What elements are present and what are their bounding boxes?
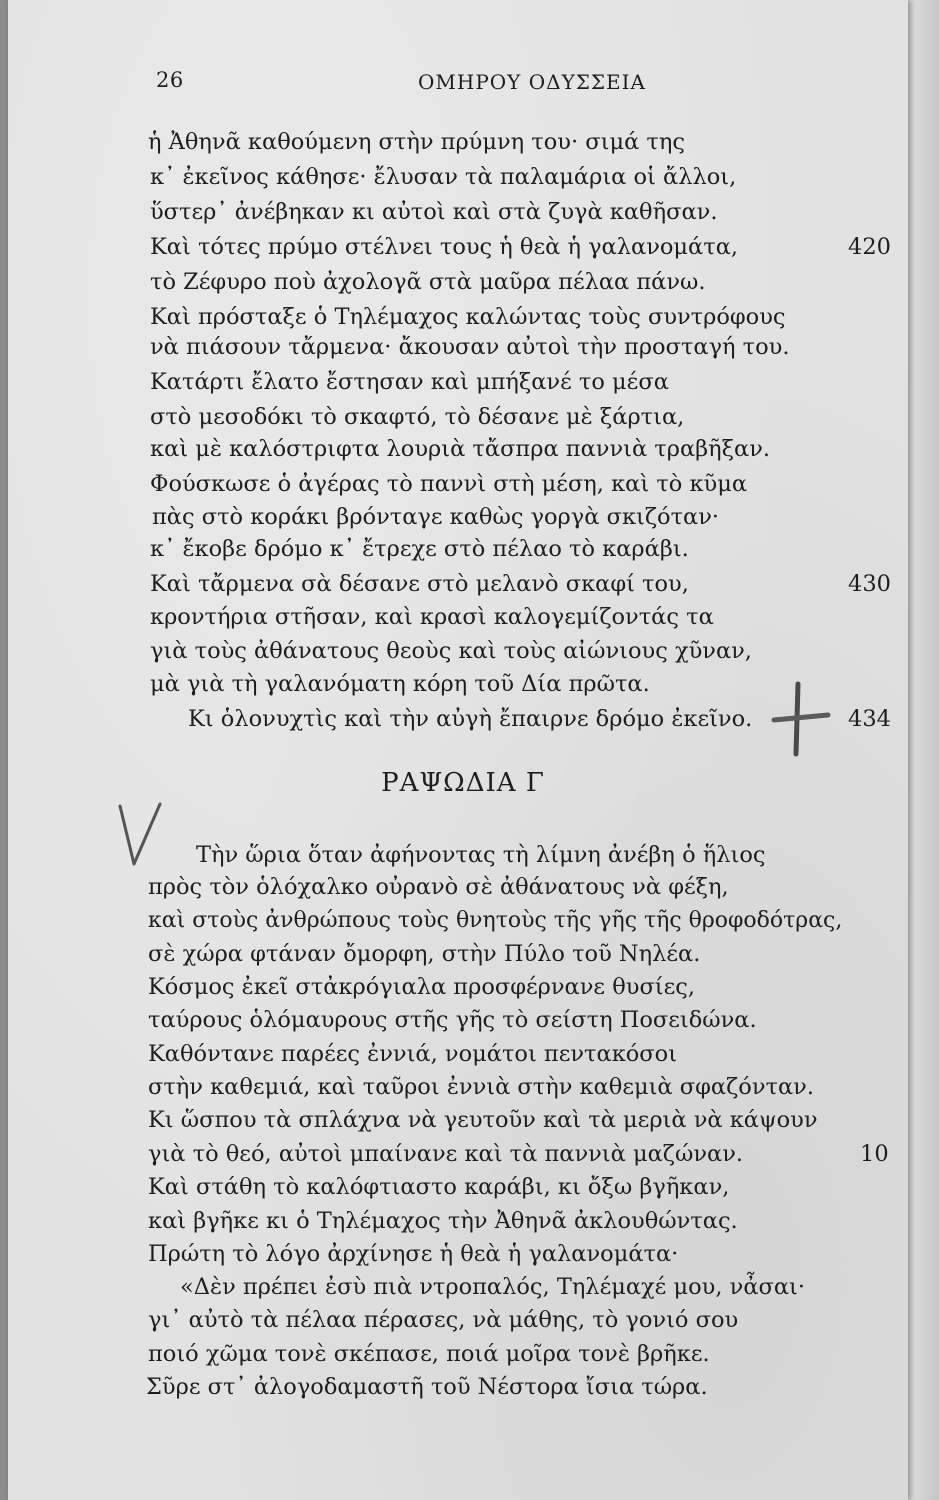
verse-line: Φούσκωσε ὁ ἀγέρας τὸ παννὶ στὴ μέση, καὶ τὸ κῦμα [150,471,748,497]
verse-line: Κι ὥσπου τὰ σπλάχνα νὰ γευτοῦν καὶ τὰ μεριὰ νὰ κάψουν [148,1107,818,1133]
verse-line: Κι ὁλονυχτὶς καὶ τὴν αὐγὴ ἔπαιρνε δρόμο ἐκεῖνο. [188,706,753,732]
verse-line: σὲ χώρα φτάναν ὄμορφη, στὴν Πύλο τοῦ Νηλέα. [148,941,701,967]
verse-line: κ᾽ ἐκεῖνος κάθησε· ἔλυσαν τὰ παλαμάρια οἱ ἄλλοι, [150,164,737,190]
verse-line: νὰ πιάσουν τἄρμενα· ἄκουσαν αὐτοὶ τὴν προσταγή του. [150,334,790,360]
verse-line: Τὴν ὥρια ὅταν ἀφήνοντας τὴ λίμνη ἀνέβη ὁ ἥλιος [196,842,766,868]
verse-line: στὴν καθεμιά, καὶ ταῦροι ἐννιὰ στὴν καθεμιὰ σφαζόνταν. [148,1074,814,1100]
verse-line: Καὶ πρόσταξε ὁ Τηλέμαχος καλώντας τοὺς συντρόφους [150,304,786,330]
verse-line: Σῦρε στ᾽ ἀλογοδαμαστῆ τοῦ Νέστορα ἴσια τώρα. [146,1374,708,1400]
verse-line: «Δὲν πρέπει ἐσὺ πιὰ ντροπαλός, Τηλέμαχέ μου, νἆσαι· [180,1274,806,1300]
verse-line: στὸ μεσοδόκι τὸ σκαφτό, τὸ δέσανε μὲ ξάρτια, [150,404,685,430]
page-number: 26 [156,68,184,92]
verse-line: ὕστερ᾽ ἀνέβηκαν κι αὐτοὶ καὶ στὰ ζυγὰ καθῆσαν. [150,199,718,225]
book-page [8,0,908,1500]
verse-line: καὶ μὲ καλόστριφτα λουριὰ τἄσπρα παννιὰ τραβῆξαν. [150,436,771,462]
verse-line: Καὶ στάθη τὸ καλόφτιαστο καράβι, κι ὄξω βγῆκαν, [148,1174,730,1200]
line-number: 10 [860,1141,889,1167]
pencil-cross-mark [768,680,838,760]
verse-line: γι᾽ αὐτὸ τὰ πέλαα πέρασες, νὰ μάθης, τὸ γονιό σου [148,1307,739,1333]
verse-line: Καὶ τότες πρύμο στέλνει τους ἡ θεὰ ἡ γαλανομάτα, [150,234,739,260]
verse-line: Κόσμος ἐκεῖ στἀκρόγιαλα προσφέρνανε θυσίες, [148,974,696,1000]
running-title: ΟΜΗΡΟΥ ΟΔΥΣΣΕΙΑ [418,70,646,94]
verse-line: Πρώτη τὸ λόγο ἀρχίνησε ἡ θεὰ ἡ γαλανομάτα· [148,1241,679,1267]
verse-line: κροντήρια στῆσαν, καὶ κρασὶ καλογεμίζοντάς τα [150,604,714,630]
pencil-check-mark [116,800,166,872]
verse-line: γιὰ τὸ θεό, αὐτοὶ μπαίνανε καὶ τὰ παννιὰ μαζώναν. [148,1141,744,1167]
running-header [8,68,908,98]
verse-line: καὶ βγῆκε κι ὁ Τηλέμαχος τὴν Ἀθηνᾶ ἀκλουθώντας. [148,1208,738,1234]
verse-line: Καὶ τἄρμενα σὰ δέσανε στὸ μελανὸ σκαφί του, [150,571,689,597]
verse-line: Καθόντανε παρέες ἐννιά, νομάτοι πεντακόσοι [148,1041,678,1067]
verse-line: ἡ Ἀθηνᾶ καθούμενη στὴν πρύμνη του· σιμά της [148,129,685,155]
verse-line: μὰ γιὰ τὴ γαλανόματη κόρη τοῦ Δία πρῶτα. [150,671,650,697]
line-number: 434 [848,706,891,732]
line-number: 420 [848,234,891,260]
verse-line: ποιό χῶμα τονὲ σκέπασε, ποιά μοῖρα τονὲ βρῆκε. [148,1341,710,1367]
verse-line: πρὸς τὸν ὁλόχαλκο οὐρανὸ σὲ ἀθάνατους νὰ φέξη, [148,874,729,900]
verse-line: πὰς στὸ κοράκι βρόνταγε καθὼς γοργὰ σκιζόταν· [152,504,720,530]
verse-line: Κατάρτι ἔλατο ἔστησαν καὶ μπήξανέ το μέσα [150,369,669,395]
verse-line: τὸ Ζέφυρο ποὺ ἀχολογᾶ στὰ μαῦρα πέλαα πάνω. [150,269,706,295]
verse-line: ταύρους ὁλόμαυρους στῆς γῆς τὸ σείστη Ποσειδώνα. [148,1007,757,1033]
verse-line: καὶ στοὺς ἀνθρώπους τοὺς θνητοὺς τῆς γῆς τῆς θροφοδότρας, [148,907,843,933]
line-number: 430 [848,571,891,597]
book-heading: ΡΑΨΩΔΙΑ Γ [381,768,545,798]
verse-line: γιὰ τοὺς ἀθάνατους θεοὺς καὶ τοὺς αἰώνιους χῦναν, [150,638,752,664]
verse-line: κ᾽ ἔκοβε δρόμο κ᾽ ἔτρεχε στὸ πέλαο τὸ καράβι. [150,536,689,562]
